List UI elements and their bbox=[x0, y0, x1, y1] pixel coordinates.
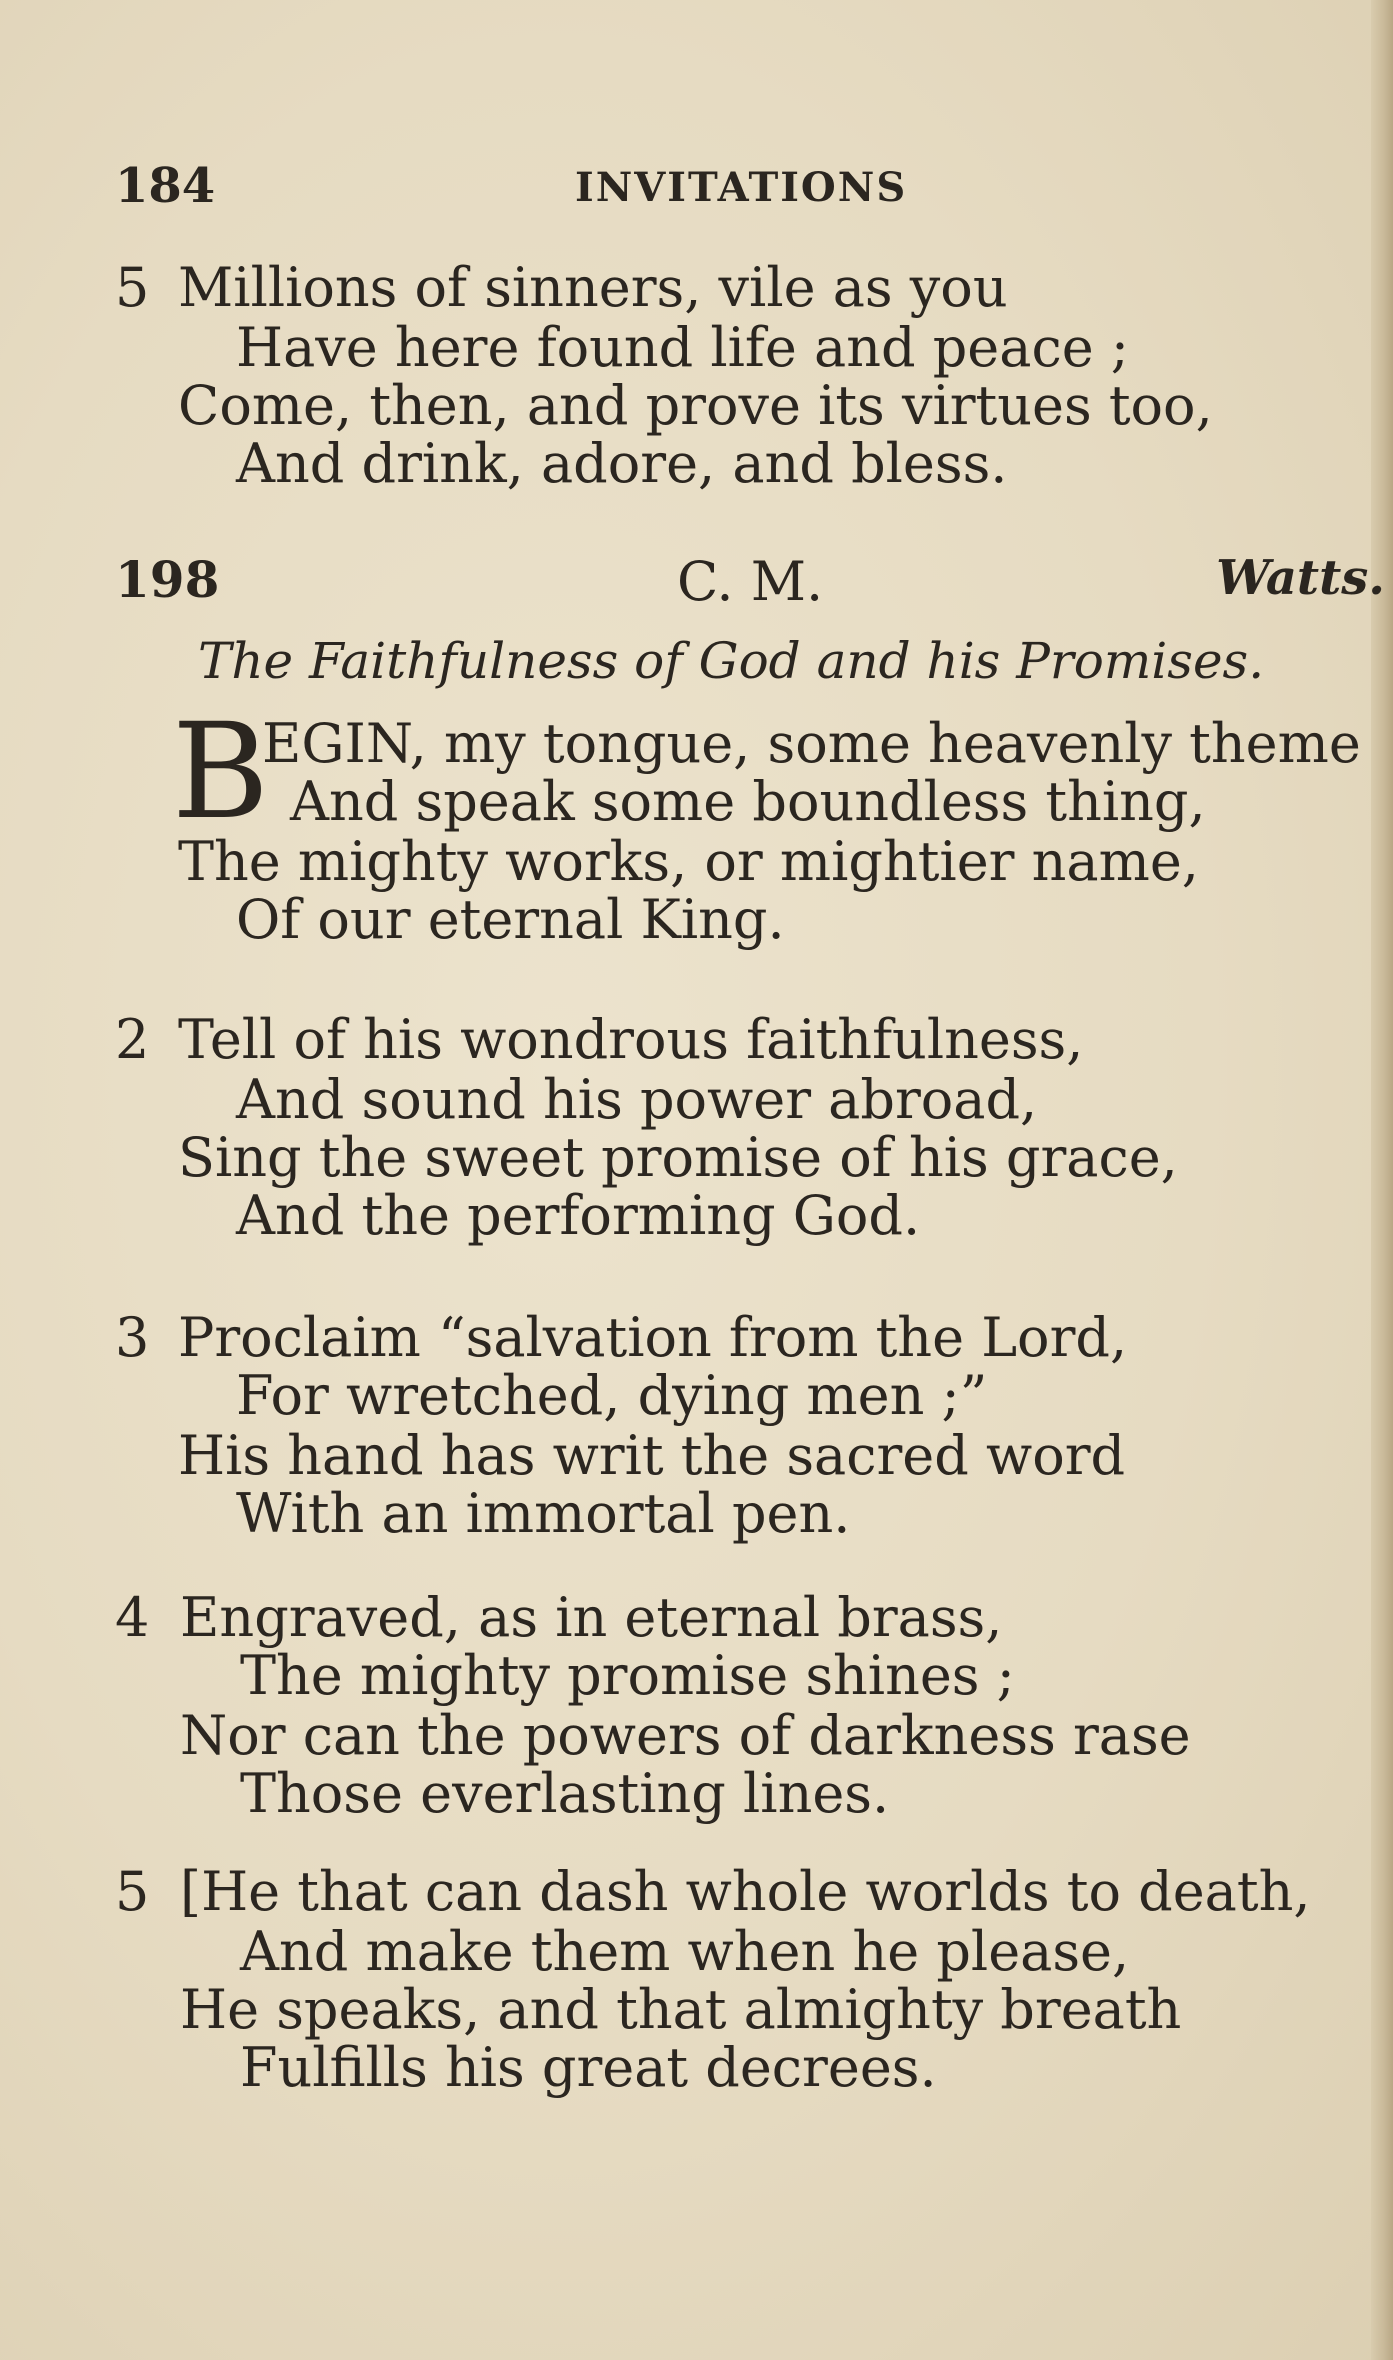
verse-line: And the performing God. bbox=[236, 1184, 921, 1247]
verse-line: And drink, adore, and bless. bbox=[236, 432, 1008, 495]
verse-line: Of our eternal King. bbox=[236, 888, 785, 951]
verse-line: He speaks, and that almighty breath bbox=[180, 1978, 1182, 2041]
stanza-number: 5 bbox=[115, 256, 150, 319]
verse-line: Tell of his wondrous faithfulness, bbox=[178, 1008, 1084, 1071]
verse-line: For wretched, dying men ;” bbox=[236, 1364, 988, 1427]
verse-line: Fulfills his great decrees. bbox=[240, 2036, 937, 2099]
verse-line: With an immortal pen. bbox=[236, 1482, 851, 1545]
page-header bbox=[115, 158, 1330, 218]
verse-line: EGIN, my tongue, some heavenly theme bbox=[262, 712, 1361, 775]
hymn-author: Watts. bbox=[1216, 550, 1385, 606]
hymn-number: 198 bbox=[115, 550, 220, 609]
page-edge bbox=[1371, 0, 1393, 2360]
stanza-number: 4 bbox=[115, 1586, 150, 1649]
verse-line: And make them when he please, bbox=[240, 1920, 1130, 1983]
verse-line: Millions of sinners, vile as you bbox=[178, 256, 1008, 319]
stanza-number: 5 bbox=[115, 1860, 150, 1923]
running-head: INVITATIONS bbox=[575, 164, 908, 211]
verse-line: Have here found life and peace ; bbox=[236, 316, 1130, 379]
hymn-meter: C. M. bbox=[677, 550, 824, 613]
verse-line: And sound his power abroad, bbox=[236, 1068, 1038, 1131]
verse-line: Come, then, and prove its virtues too, bbox=[178, 374, 1213, 437]
verse-line: The mighty promise shines ; bbox=[240, 1644, 1015, 1707]
stanza-number: 2 bbox=[115, 1008, 150, 1071]
verse-line: Those everlasting lines. bbox=[240, 1762, 890, 1825]
page-number: 184 bbox=[115, 158, 216, 214]
verse-line: Engraved, as in eternal brass, bbox=[180, 1586, 1003, 1649]
verse-line: Sing the sweet promise of his grace, bbox=[178, 1126, 1178, 1189]
hymn-title: The Faithfulness of God and his Promises. bbox=[198, 632, 1265, 690]
verse-line: The mighty works, or mightier name, bbox=[178, 830, 1199, 893]
verse-line: His hand has writ the sacred word bbox=[178, 1424, 1126, 1487]
stanza-number: 3 bbox=[115, 1306, 150, 1369]
hymn-heading bbox=[115, 550, 1385, 616]
verse-line: Proclaim “salvation from the Lord, bbox=[178, 1306, 1128, 1369]
verse-line: And speak some boundless thing, bbox=[290, 770, 1206, 833]
verse-line: Nor can the powers of darkness rase bbox=[180, 1704, 1191, 1767]
verse-line: [He that can dash whole worlds to death, bbox=[180, 1860, 1311, 1923]
drop-cap: B bbox=[172, 695, 270, 849]
